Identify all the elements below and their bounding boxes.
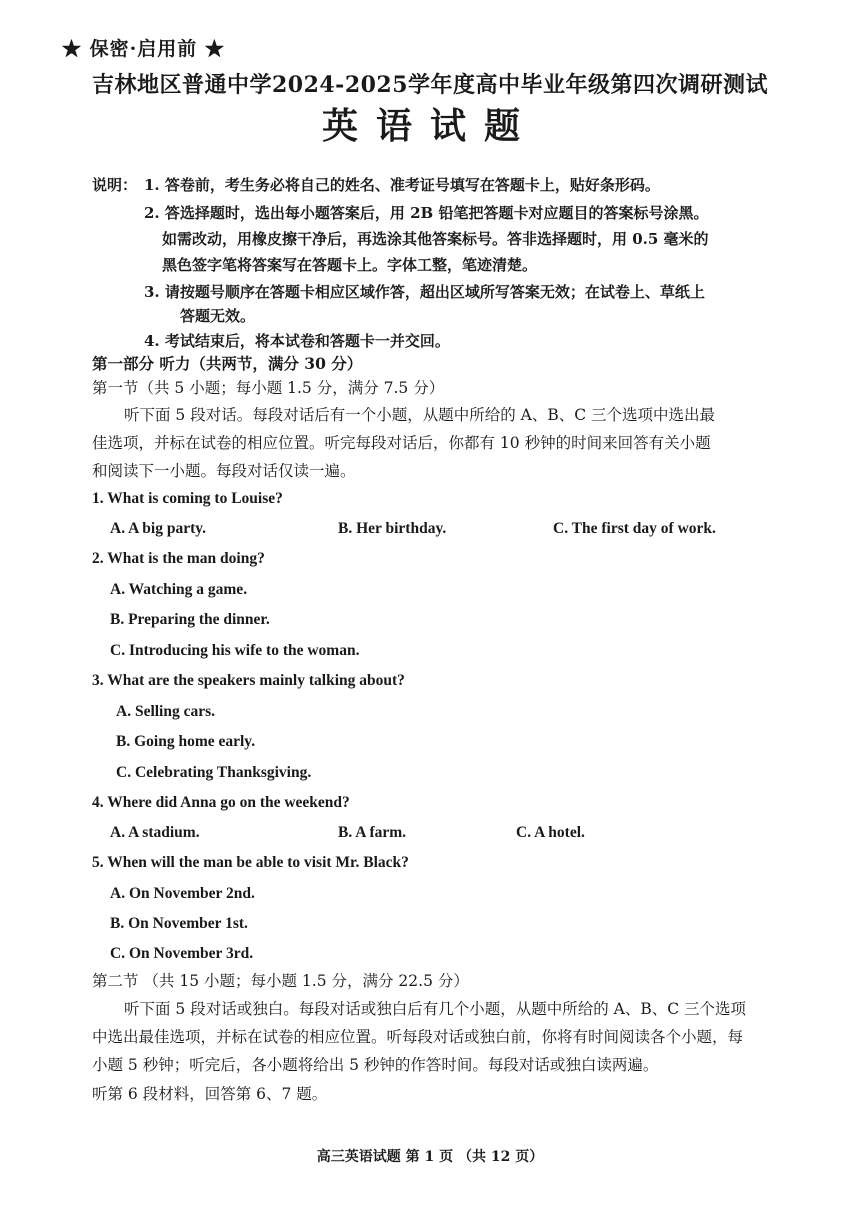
option: B. Going home early.: [116, 733, 256, 750]
option: B. On November 1st.: [110, 915, 248, 932]
option: C. Celebrating Thanksgiving.: [116, 764, 312, 781]
confidential-mark: ★ 保密·启用前 ★: [62, 38, 225, 60]
directions-line: 佳选项，并标在试卷的相应位置。听完每段对话后，你都有 10 秒钟的时间来回答有关小题: [92, 434, 711, 452]
directions-line: 听下面 5 段对话或独白。每段对话或独白后有几个小题，从题中所给的 A、B、C 三个选项: [124, 1000, 747, 1018]
option: B. Her birthday.: [338, 520, 447, 537]
option: A. On November 2nd.: [110, 885, 255, 902]
question-1: 1. What is coming to Louise?: [92, 490, 283, 507]
directions-line: 小题 5 秒钟；听完后，各小题将给出 5 秒钟的作答时间。每段对话或独白读两遍。: [92, 1056, 659, 1074]
instruction-item: 3. 请按题号顺序在答题卡相应区域作答，超出区域所写答案无效；在试卷上、草纸上: [144, 283, 705, 301]
question-5: 5. When will the man be able to visit Mr. Black?: [92, 854, 409, 871]
section2-heading: 第二节 （共 15 小题；每小题 1.5 分，满分 22.5 分）: [92, 972, 469, 990]
question-2: 2. What is the man doing?: [92, 550, 265, 567]
option: C. Introducing his wife to the woman.: [110, 642, 360, 659]
option: B. A farm.: [338, 824, 407, 841]
option: A. Watching a game.: [110, 581, 248, 598]
option: C. A hotel.: [516, 824, 585, 841]
page-title: 英语试题: [321, 105, 538, 147]
exam-header: 吉林地区普通中学2024-2025学年度高中毕业年级第四次调研测试: [91, 72, 769, 98]
directions-line: 中选出最佳选项，并标在试卷的相应位置。听每段对话或独白前，你将有时间阅读各个小题，每: [92, 1028, 744, 1046]
part1-heading: 第一部分 听力（共两节，满分 30 分）: [92, 354, 363, 373]
directions-line: 和阅读下一小题。每段对话仅读一遍。: [92, 462, 356, 480]
option: C. The first day of work.: [553, 520, 716, 537]
instruction-item: 2. 答选择题时，选出每小题答案后，用 2B 铅笔把答题卡对应题目的答案标号涂黑。: [144, 204, 709, 222]
option: C. On November 3rd.: [110, 945, 254, 962]
option: A. Selling cars.: [116, 703, 216, 720]
instructions-lead: 说明：: [92, 176, 138, 194]
option: A. A big party.: [110, 520, 207, 537]
section1-heading: 第一节（共 5 小题；每小题 1.5 分，满分 7.5 分）: [92, 379, 445, 397]
directions-line: 听下面 5 段对话。每段对话后有一个小题，从题中所给的 A、B、C 三个选项中选出最: [124, 406, 716, 424]
instruction-item: 1. 答卷前，考生务必将自己的姓名、准考证号填写在答题卡上，贴好条形码。: [144, 176, 660, 194]
instruction-item: 4. 考试结束后，将本试卷和答题卡一并交回。: [144, 332, 450, 350]
instruction-item: 如需改动，用橡皮擦干净后，再选涂其他答案标号。答非选择题时，用 0.5 毫米的: [162, 230, 709, 248]
option: A. A stadium.: [110, 824, 200, 841]
material-note: 听第 6 段材料，回答第 6、7 题。: [92, 1085, 328, 1103]
instruction-item: 答题无效。: [180, 307, 256, 325]
question-3: 3. What are the speakers mainly talking about?: [92, 672, 405, 689]
page-footer: 高三英语试题 第 1 页 （共 12 页）: [316, 1149, 544, 1165]
instruction-item: 黑色签字笔将答案写在答题卡上。字体工整，笔迹清楚。: [162, 256, 538, 274]
question-4: 4. Where did Anna go on the weekend?: [92, 794, 350, 811]
option: B. Preparing the dinner.: [110, 611, 270, 628]
